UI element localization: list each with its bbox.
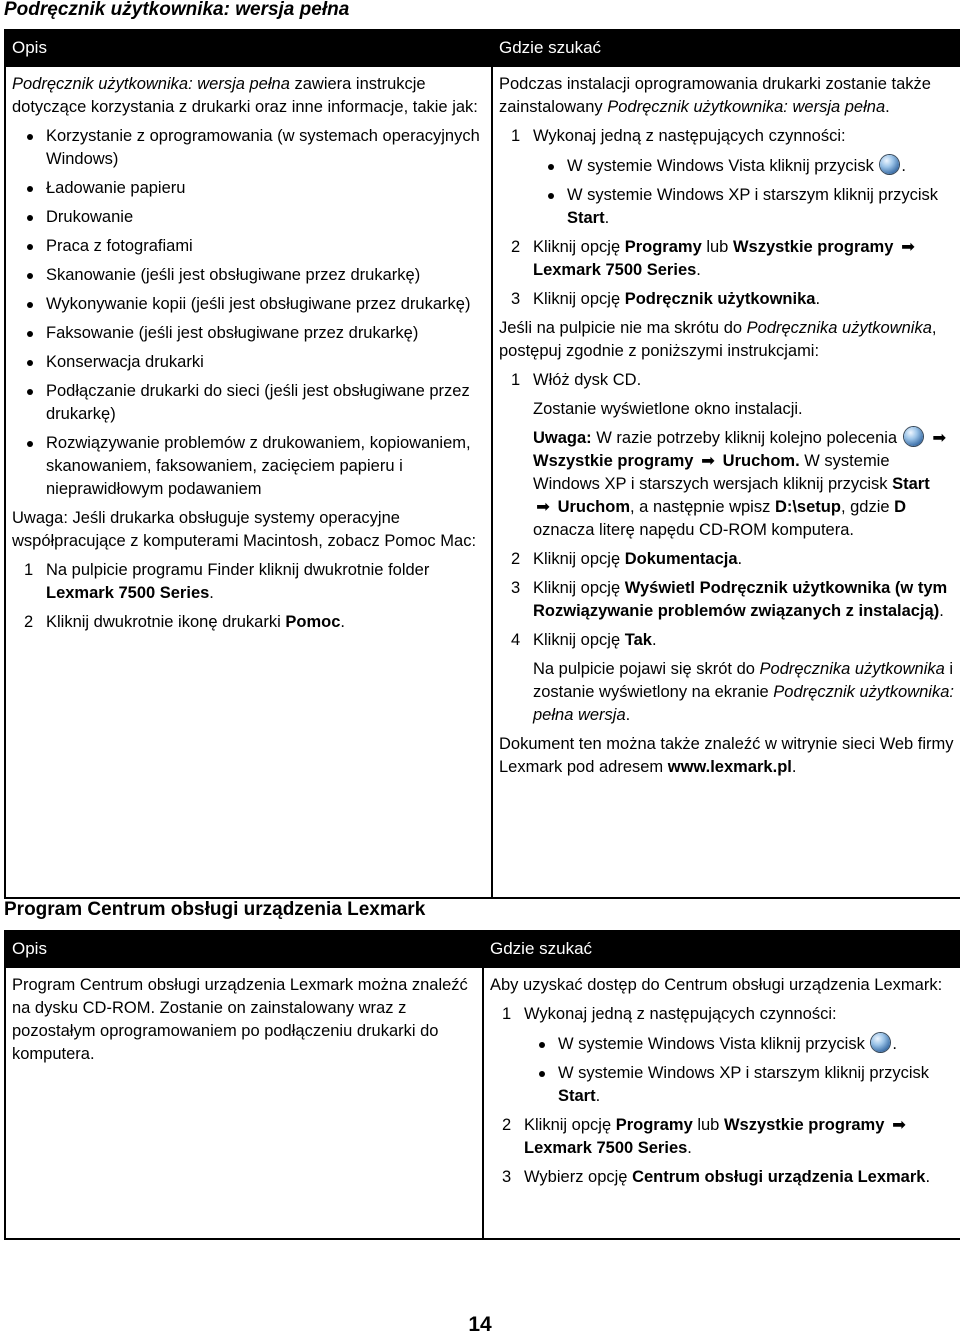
list-item: Podłączanie drukarki do sieci (jeśli jest obsługiwane przez drukarkę): [12, 380, 485, 426]
column-header-description: Opis: [5, 931, 483, 967]
column-header-where: Gdzie szukać: [492, 30, 960, 66]
list-item: W systemie Windows XP i starszym kliknij przycisk Start.: [524, 1062, 954, 1108]
windows-start-icon[interactable]: [871, 1033, 890, 1052]
description-cell: Program Centrum obsługi urządzenia Lexmark można znaleźć na dysku CD-ROM. Zostanie on zainstalowany wraz z pozostałym oprogramowaniem po podłączeniu drukarki do komputera.: [5, 967, 483, 1239]
list-item: Praca z fotografiami: [12, 235, 485, 258]
website-paragraph: Dokument ten można także znaleźć w witrynie sieci Web firmy Lexmark pod adresem www.lexmark.pl.: [499, 735, 954, 776]
list-item: W systemie Windows Vista kliknij przycisk .: [524, 1033, 954, 1056]
cd-steps: [499, 369, 954, 727]
where-cell: [492, 66, 960, 898]
lexmark-url-link[interactable]: www.lexmark.pl: [667, 758, 792, 776]
step-item: 3 Wybierz opcję Centrum obsługi urządzenia Lexmark.: [502, 1168, 931, 1186]
list-item: Konserwacja drukarki: [12, 351, 485, 374]
intro-paragraph: Podręcznik użytkownika: wersja pełna zawiera instrukcje dotyczące korzystania z drukarki oraz inne informacje, takie jak:: [12, 75, 478, 116]
right-arrow-icon: ➡: [901, 238, 915, 256]
step-item: 2 Kliknij opcję Programy lub Wszystkie programy ➡ Lexmark 7500 Series.: [490, 1114, 954, 1160]
step-item: 3 Kliknij opcję Wyświetl Podręcznik użytkownika (w tym Rozwiązywanie problemów związanych z instalacją).: [511, 579, 948, 620]
right-arrow-icon: ➡: [932, 429, 947, 447]
list-item: Wykonywanie kopii (jeśli jest obsługiwane przez drukarkę): [12, 293, 485, 316]
mac-steps: [12, 559, 485, 634]
list-item: Rozwiązywanie problemów z drukowaniem, kopiowaniem, skanowaniem, faksowaniem, zacięciem papieru i nieprawidłowym podawaniem: [12, 432, 485, 501]
user-guide-table: [4, 29, 960, 899]
windows-start-icon[interactable]: [880, 155, 899, 174]
right-arrow-icon: ➡: [701, 452, 715, 470]
no-shortcut-paragraph: Jeśli na pulpicie nie ma skrótu do Podręcznika użytkownika, postępuj zgodnie z poniższymi instrukcjami:: [499, 319, 937, 360]
windows-start-icon[interactable]: [904, 427, 923, 446]
step-item: 1 Na pulpicie programu Finder kliknij dwukrotnie folder Lexmark 7500 Series.: [24, 561, 430, 602]
right-arrow-icon: ➡: [536, 498, 550, 516]
install-paragraph: Podczas instalacji oprogramowania drukarki zostanie także zainstalowany Podręcznik użytkownika: wersja pełna.: [499, 75, 931, 116]
cd-note: Uwaga: W razie potrzeby kliknij kolejno polecenia ➡ Wszystkie programy ➡ Uruchom. W systemie Windows XP i starszych wersjach kliknij przycisk Start ➡ Uruchom, a następnie wpisz D:\setup, gdzie D oznacza literę napędu CD-ROM komputera.: [533, 427, 954, 542]
page-title: Podręcznik użytkownika: wersja pełna: [4, 0, 350, 20]
open-guide-steps: [499, 125, 954, 311]
mac-note: Uwaga: Jeśli drukarka obsługuje systemy operacyjne współpracujące z komputerami Macintosh, zobacz Pomoc Mac:: [12, 509, 477, 550]
list-item: Drukowanie: [12, 206, 485, 229]
page-number: 14: [468, 1313, 492, 1336]
topic-list: [12, 125, 485, 501]
list-item: Korzystanie z oprogramowania (w systemach operacyjnych Windows): [12, 125, 485, 171]
step-item: 1 Wykonaj jedną z następujących czynności: W systemie Windows Vista kliknij przycisk . W systemie Windows XP i starszym kliknij przycisk Start.: [490, 1003, 954, 1108]
section-title: Program Centrum obsługi urządzenia Lexmark: [4, 899, 426, 920]
step-item: 2 Kliknij dwukrotnie ikonę drukarki Pomoc.: [24, 613, 345, 631]
where-cell: Aby uzyskać dostęp do Centrum obsługi urządzenia Lexmark: 1 Wykonaj jedną z następujących czynności: W systemie Windows Vista kliknij przycisk . W systemie Windows XP i starszym kliknij przycisk Start. 2 Kliknij opcję Programy lub Wszystkie programy ➡ Lexmark 7500 Series. 3 Wybierz opcję Centrum obsługi urządzenia Lexmark.: [483, 967, 960, 1239]
list-item: Faksowanie (jeśli jest obsługiwane przez drukarkę): [12, 322, 485, 345]
step-item: 2 Kliknij opcję Programy lub Wszystkie programy ➡ Lexmark 7500 Series.: [499, 236, 954, 282]
service-center-table: [4, 930, 960, 1240]
list-item: W systemie Windows Vista kliknij przycisk .: [533, 155, 954, 178]
step-item: 4 Kliknij opcję Tak. Na pulpicie pojawi się skrót do Podręcznika użytkownika i zostanie wyświetlony na ekranie Podręcznik użytkownika: pełna wersja.: [511, 631, 954, 724]
list-item: Skanowanie (jeśli jest obsługiwane przez drukarkę): [12, 264, 485, 287]
right-arrow-icon: ➡: [892, 1116, 906, 1134]
column-header-where: Gdzie szukać: [483, 931, 960, 967]
step-item: 2 Kliknij opcję Dokumentacja.: [511, 550, 743, 568]
step-item: 3 Kliknij opcję Podręcznik użytkownika.: [511, 290, 821, 308]
description-cell: [5, 66, 492, 898]
service-center-steps: [490, 1003, 954, 1189]
list-item: W systemie Windows XP i starszym kliknij przycisk Start.: [533, 184, 954, 230]
list-item: Ładowanie papieru: [12, 177, 485, 200]
step-item: 1 Włóż dysk CD. Zostanie wyświetlone okno instalacji. Uwaga: W razie potrzeby kliknij kolejno polecenia ➡ Wszystkie programy ➡ Uruchom. W systemie Windows XP i starszych wersjach kliknij przycisk Start ➡ Uruchom, a następnie wpisz D:\setup, gdzie D oznacza literę napędu CD-ROM komputera.: [499, 369, 954, 542]
column-header-description: Opis: [5, 30, 492, 66]
step-item: 1 Wykonaj jedną z następujących czynności: W systemie Windows Vista kliknij przycisk . W systemie Windows XP i starszym kliknij przycisk Start.: [499, 125, 954, 230]
